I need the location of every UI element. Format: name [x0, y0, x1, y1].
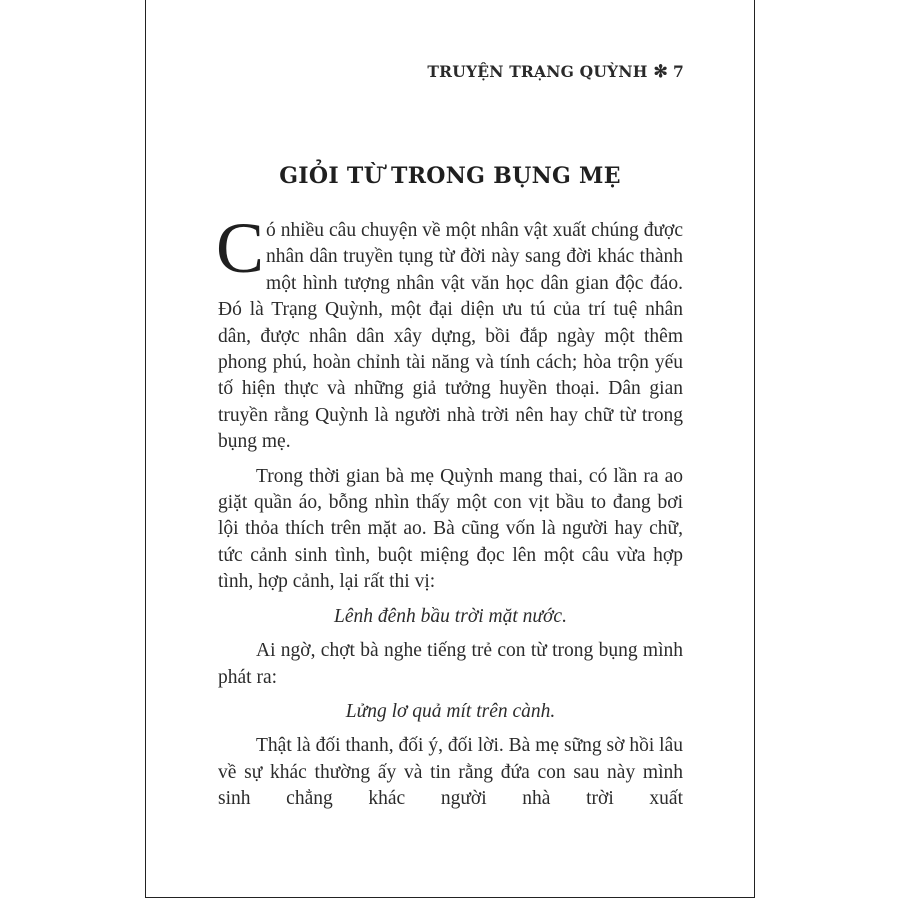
verse-line-2: Lửng lơ quả mít trên cành. [345, 700, 556, 722]
drop-cap: C [216, 208, 265, 288]
body-text [216, 208, 683, 813]
paragraph-1 [216, 208, 683, 456]
paragraph-4: Thật là đối thanh, đối ý, đối lời. Bà mẹ sững sờ hồi lâu về sự khác thường ấy và tin rằng đứa con sau này mình sinh chẳng khác người nhà trời xuất [218, 735, 683, 810]
page-number: 7 [673, 62, 684, 81]
paragraph-1-text: ó nhiều câu chuyện về một nhân vật xuất chúng được nhân dân truyền tụng từ đời này sang đời khác thành một hình tượng nhân vật văn học dân gian độc đáo. Đó là Trạng Quỳnh, một đại diện ưu tú của trí tuệ nhân dân, được nhân dân xây dựng, bồi đắp ngày một thêm phong phú, hoàn chỉnh tài năng và tính cách; hòa trộn yếu tố hiện thực và những giả tưởng huyền thoại. Dân gian truyền rằng Quỳnh là người nhà trời nên hay chữ từ trong bụng mẹ. [218, 220, 683, 453]
book-page [145, 0, 755, 898]
verse-line-1: Lênh đênh bầu trời mặt nước. [334, 605, 567, 627]
asterisk-ornament-icon: ✻ [653, 62, 668, 82]
chapter-title: GIỎI TỪ TRONG BỤNG MẸ [279, 163, 621, 189]
running-header [427, 62, 684, 82]
running-title: TRUYỆN TRẠNG QUỲNH [427, 62, 648, 81]
paragraph-2: Trong thời gian bà mẹ Quỳnh mang thai, có lần ra ao giặt quần áo, bỗng nhìn thấy một con vịt bầu to đang bơi lội thỏa thích trên mặt ao. Bà cũng vốn là người hay chữ, tức cảnh sinh tình, buột miệng đọc lên một câu vừa hợp tình, hợp cảnh, lại rất thi vị: [218, 465, 683, 593]
paragraph-3: Ai ngờ, chợt bà nghe tiếng trẻ con từ trong bụng mình phát ra: [218, 640, 683, 688]
